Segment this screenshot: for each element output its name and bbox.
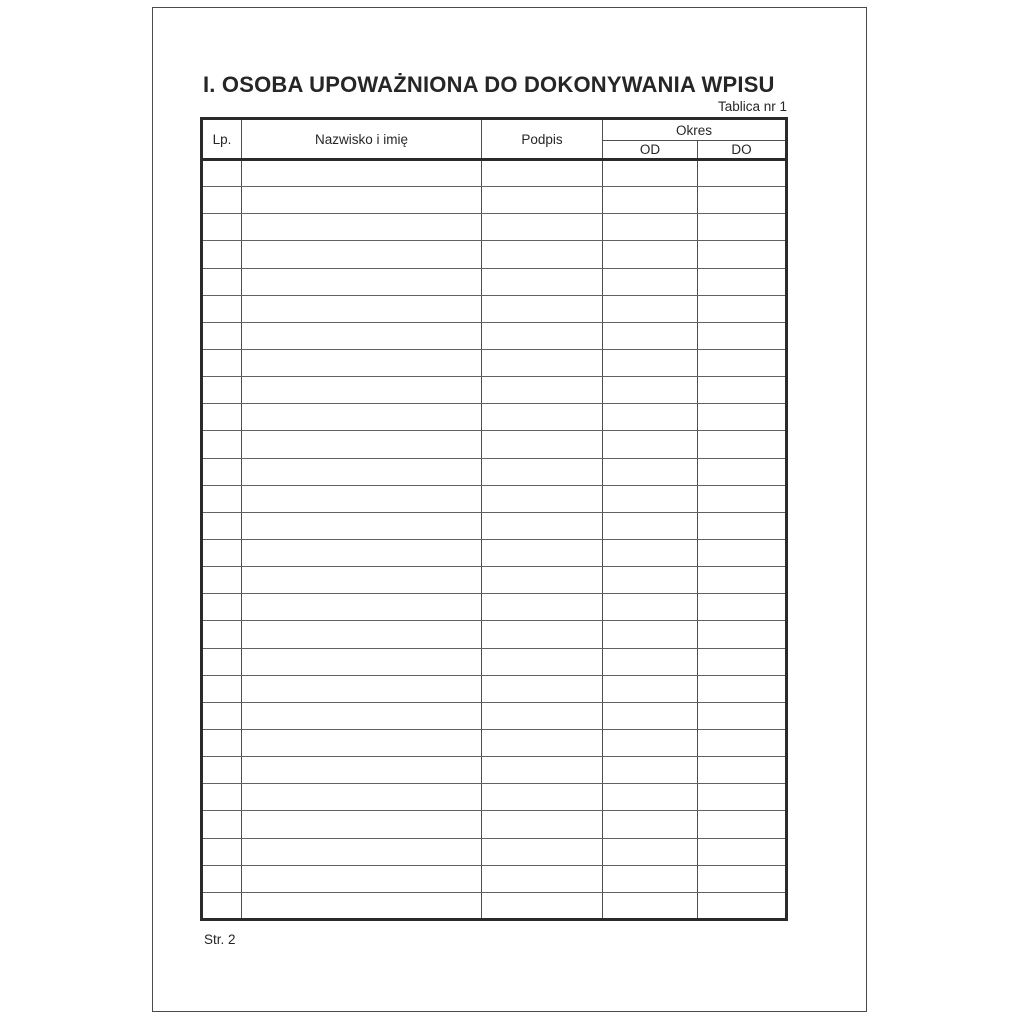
- table-cell-empty: [242, 295, 482, 322]
- table-cell-empty: [202, 377, 242, 404]
- table-cell-empty: [482, 865, 603, 892]
- table-cell-empty: [242, 567, 482, 594]
- table-cell-empty: [242, 431, 482, 458]
- page-number: Str. 2: [204, 932, 236, 947]
- table-cell-empty: [202, 241, 242, 268]
- table-cell-empty: [603, 594, 698, 621]
- table-cell-empty: [603, 621, 698, 648]
- table-cell-empty: [242, 241, 482, 268]
- table-row: [202, 160, 787, 187]
- table-cell-empty: [482, 594, 603, 621]
- table-cell-empty: [698, 648, 787, 675]
- table-cell-empty: [698, 485, 787, 512]
- table-row: [202, 268, 787, 295]
- table-cell-empty: [482, 349, 603, 376]
- table-row: [202, 349, 787, 376]
- table-row: [202, 729, 787, 756]
- table-row: [202, 485, 787, 512]
- table-cell-empty: [698, 241, 787, 268]
- table-cell-empty: [202, 539, 242, 566]
- table-cell-empty: [202, 295, 242, 322]
- table-cell-empty: [603, 512, 698, 539]
- table-cell-empty: [242, 268, 482, 295]
- table-cell-empty: [698, 160, 787, 187]
- table-cell-empty: [202, 268, 242, 295]
- table-cell-empty: [202, 485, 242, 512]
- table-cell-empty: [603, 349, 698, 376]
- table-row: [202, 865, 787, 892]
- table-cell-empty: [482, 757, 603, 784]
- table-cell-empty: [242, 594, 482, 621]
- table-cell-empty: [482, 404, 603, 431]
- table-cell-empty: [482, 567, 603, 594]
- table-cell-empty: [603, 539, 698, 566]
- table-cell-empty: [603, 322, 698, 349]
- table-cell-empty: [698, 214, 787, 241]
- table-cell-empty: [482, 458, 603, 485]
- table-cell-empty: [242, 892, 482, 919]
- table-cell-empty: [603, 892, 698, 919]
- table-row: [202, 838, 787, 865]
- table-cell-empty: [242, 811, 482, 838]
- table-cell-empty: [202, 349, 242, 376]
- table-cell-empty: [482, 160, 603, 187]
- table-cell-empty: [202, 621, 242, 648]
- table-cell-empty: [603, 241, 698, 268]
- section-title: I. OSOBA UPOWAŻNIONA DO DOKONYWANIA WPISU: [203, 72, 775, 97]
- table-cell-empty: [202, 865, 242, 892]
- table-cell-empty: [202, 838, 242, 865]
- table-row: [202, 241, 787, 268]
- table-cell-empty: [482, 838, 603, 865]
- table-row: [202, 539, 787, 566]
- table-cell-empty: [242, 729, 482, 756]
- table-cell-empty: [242, 675, 482, 702]
- table-cell-empty: [482, 187, 603, 214]
- table-cell-empty: [603, 838, 698, 865]
- table-cell-empty: [698, 729, 787, 756]
- table-row: [202, 757, 787, 784]
- table-cell-empty: [482, 295, 603, 322]
- table-row: [202, 675, 787, 702]
- table-cell-empty: [242, 214, 482, 241]
- table-cell-empty: [603, 811, 698, 838]
- table-row: [202, 377, 787, 404]
- table-row: [202, 648, 787, 675]
- table-cell-empty: [603, 404, 698, 431]
- table-cell-empty: [698, 539, 787, 566]
- table-row: [202, 621, 787, 648]
- table-row: [202, 594, 787, 621]
- table-cell-empty: [482, 485, 603, 512]
- col-header-period-to: DO: [698, 141, 787, 160]
- table-cell-empty: [603, 268, 698, 295]
- table-cell-empty: [202, 160, 242, 187]
- table-cell-empty: [698, 865, 787, 892]
- table-cell-empty: [603, 160, 698, 187]
- col-header-signature: Podpis: [482, 119, 603, 160]
- table-cell-empty: [202, 322, 242, 349]
- table-cell-empty: [698, 377, 787, 404]
- table-cell-empty: [603, 214, 698, 241]
- table-cell-empty: [242, 539, 482, 566]
- table-cell-empty: [603, 648, 698, 675]
- table-cell-empty: [482, 214, 603, 241]
- col-header-period-group: Okres: [603, 119, 787, 141]
- table-cell-empty: [242, 648, 482, 675]
- table-cell-empty: [698, 187, 787, 214]
- table-cell-empty: [202, 648, 242, 675]
- table-cell-empty: [698, 594, 787, 621]
- table-cell-empty: [202, 784, 242, 811]
- table-cell-empty: [202, 757, 242, 784]
- table-cell-empty: [603, 865, 698, 892]
- table-cell-empty: [603, 757, 698, 784]
- table-cell-empty: [482, 512, 603, 539]
- table-cell-empty: [698, 784, 787, 811]
- table-cell-empty: [202, 729, 242, 756]
- table-cell-empty: [482, 675, 603, 702]
- table-row: [202, 295, 787, 322]
- table-cell-empty: [202, 512, 242, 539]
- table-cell-empty: [482, 648, 603, 675]
- table-row: [202, 892, 787, 919]
- table-row: [202, 567, 787, 594]
- table-cell-empty: [698, 349, 787, 376]
- table-cell-empty: [242, 458, 482, 485]
- table-cell-empty: [698, 838, 787, 865]
- table-cell-empty: [603, 567, 698, 594]
- table-caption: Tablica nr 1: [717, 99, 787, 114]
- table-cell-empty: [202, 702, 242, 729]
- col-header-lp: Lp.: [202, 119, 242, 160]
- table-cell-empty: [482, 892, 603, 919]
- table-cell-empty: [482, 241, 603, 268]
- table-cell-empty: [482, 702, 603, 729]
- table-cell-empty: [698, 757, 787, 784]
- table-cell-empty: [698, 892, 787, 919]
- table-cell-empty: [698, 702, 787, 729]
- table-cell-empty: [603, 431, 698, 458]
- table-cell-empty: [698, 512, 787, 539]
- table-cell-empty: [242, 784, 482, 811]
- table-cell-empty: [202, 431, 242, 458]
- col-header-name: Nazwisko i imię: [242, 119, 482, 160]
- table-cell-empty: [202, 811, 242, 838]
- table-cell-empty: [603, 295, 698, 322]
- table-cell-empty: [202, 675, 242, 702]
- table-cell-empty: [698, 621, 787, 648]
- col-header-period-from: OD: [603, 141, 698, 160]
- table-cell-empty: [242, 838, 482, 865]
- table-cell-empty: [698, 268, 787, 295]
- table-cell-empty: [482, 729, 603, 756]
- table-cell-empty: [202, 892, 242, 919]
- table-cell-empty: [698, 675, 787, 702]
- table-row: [202, 512, 787, 539]
- table-cell-empty: [242, 512, 482, 539]
- table-row: [202, 187, 787, 214]
- table-cell-empty: [698, 322, 787, 349]
- table-cell-empty: [603, 729, 698, 756]
- table-cell-empty: [482, 784, 603, 811]
- table-cell-empty: [603, 485, 698, 512]
- table-row: [202, 811, 787, 838]
- table-cell-empty: [242, 187, 482, 214]
- table-cell-empty: [482, 539, 603, 566]
- table-cell-empty: [202, 187, 242, 214]
- table-row: [202, 322, 787, 349]
- table-row: [202, 784, 787, 811]
- table-cell-empty: [698, 295, 787, 322]
- table-cell-empty: [698, 404, 787, 431]
- table-cell-empty: [603, 675, 698, 702]
- table-cell-empty: [242, 702, 482, 729]
- table-cell-empty: [242, 485, 482, 512]
- table-cell-empty: [242, 349, 482, 376]
- table-cell-empty: [698, 567, 787, 594]
- table-cell-empty: [698, 811, 787, 838]
- table-cell-empty: [698, 458, 787, 485]
- table-cell-empty: [482, 322, 603, 349]
- table-cell-empty: [603, 187, 698, 214]
- table-cell-empty: [242, 160, 482, 187]
- table-cell-empty: [202, 594, 242, 621]
- table-cell-empty: [202, 214, 242, 241]
- table-cell-empty: [482, 621, 603, 648]
- table-row: [202, 404, 787, 431]
- table-cell-empty: [482, 377, 603, 404]
- table-cell-empty: [242, 621, 482, 648]
- table-cell-empty: [482, 811, 603, 838]
- table-row: [202, 431, 787, 458]
- table-cell-empty: [603, 377, 698, 404]
- table-header: [202, 119, 787, 160]
- table-body: [202, 160, 787, 920]
- table-row: [202, 214, 787, 241]
- table-row: [202, 458, 787, 485]
- table-cell-empty: [242, 322, 482, 349]
- table-cell-empty: [242, 377, 482, 404]
- table-cell-empty: [603, 458, 698, 485]
- authorized-persons-table: [200, 117, 788, 921]
- table-cell-empty: [242, 404, 482, 431]
- table-cell-empty: [603, 702, 698, 729]
- table-cell-empty: [603, 784, 698, 811]
- table-cell-empty: [242, 757, 482, 784]
- table-cell-empty: [202, 404, 242, 431]
- table-cell-empty: [482, 268, 603, 295]
- table-row: [202, 702, 787, 729]
- table-cell-empty: [242, 865, 482, 892]
- table-cell-empty: [202, 567, 242, 594]
- table-cell-empty: [482, 431, 603, 458]
- table-cell-empty: [202, 458, 242, 485]
- table-cell-empty: [698, 431, 787, 458]
